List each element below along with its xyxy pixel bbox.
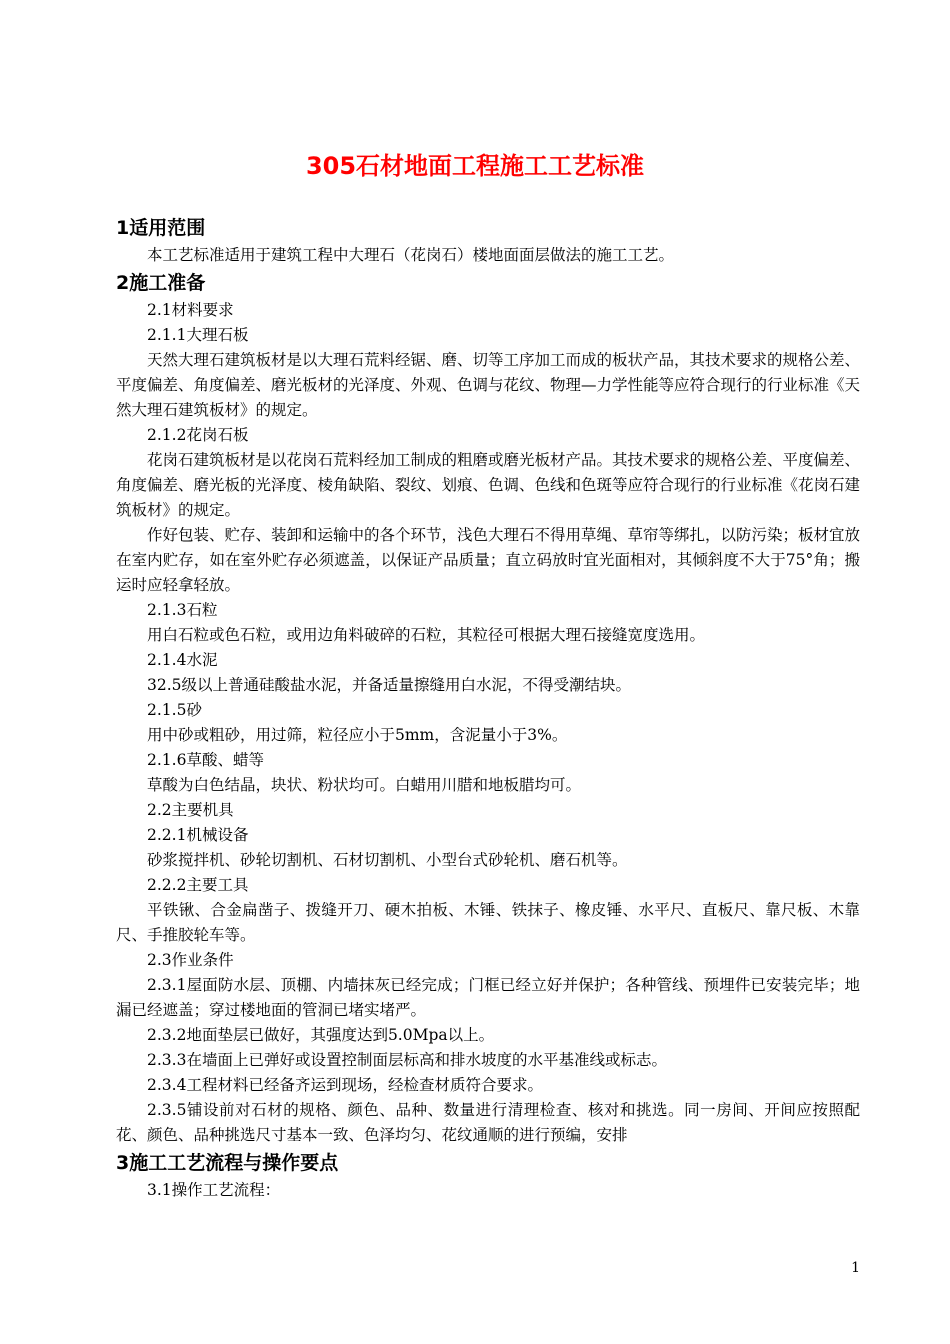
paragraph: 2.3.5铺设前对石材的规格、颜色、品种、数量进行清理检查、核对和挑选。同一房间、开间应按照配花、颜色、品种挑选尺寸基本一致、色泽均匀、花纹通顺的进行预编，安排 — [116, 1101, 860, 1144]
paragraph: 用中砂或粗砂，用过筛，粒径应小于5mm，含泥量小于3%。 — [147, 726, 568, 744]
paragraph: 草酸为白色结晶，块状、粉状均可。白蜡用川腊和地板腊均可。 — [147, 776, 582, 794]
paragraph: 平铁锹、合金扁凿子、拨缝开刀、硬木拍板、木锤、铁抹子、橡皮锤、水平尺、直板尺、靠尺板、木靠尺、手推胶轮车等。 — [116, 901, 860, 944]
paragraph: 2.1.4水泥 — [147, 651, 218, 669]
paragraph: 2.1材料要求 — [147, 301, 234, 319]
paragraph: 2.3.4工程材料已经备齐运到现场，经检查材质符合要求。 — [147, 1076, 543, 1094]
document-title: 305石材地面工程施工工艺标准 — [305, 152, 645, 180]
paragraph: 砂浆搅拌机、砂轮切割机、石材切割机、小型台式砂轮机、磨石机等。 — [147, 851, 628, 869]
paragraph: 2.3.1屋面防水层、顶棚、内墙抹灰已经完成；门框已经立好并保护；各种管线、预埋件已安装完毕；地漏已经遮盖；穿过楼地面的管洞已堵实堵严。 — [116, 976, 860, 1019]
paragraph: 3.1操作工艺流程： — [147, 1181, 281, 1199]
page-number: 1 — [851, 1260, 860, 1276]
paragraph: 2.1.3石粒 — [147, 601, 218, 619]
paragraph: 2.1.2花岗石板 — [147, 426, 249, 444]
paragraph: 本工艺标准适用于建筑工程中大理石（花岗石）楼地面面层做法的施工工艺。 — [147, 246, 675, 264]
paragraph: 2.2.1机械设备 — [147, 826, 249, 844]
paragraph: 天然大理石建筑板材是以大理石荒料经锯、磨、切等工序加工而成的板状产品，其技术要求的规格公差、平度偏差、角度偏差、磨光板材的光泽度、外观、色调与花纹、物理—力学性能等应符合现行的行业标准《天然大理石建筑板材》的规定。 — [116, 351, 861, 419]
paragraph: 2.1.1大理石板 — [147, 326, 249, 344]
document-body — [116, 213, 860, 1203]
paragraph: 作好包装、贮存、装卸和运输中的各个环节，浅色大理石不得用草绳、草帘等绑扎，以防污染；板材宜放在室内贮存，如在室外贮存必须遮盖，以保证产品质量；直立码放时宜光面相对，其倾斜度不大于75°角；搬运时应轻拿轻放。 — [116, 526, 861, 594]
paragraph: 2.3.3在墙面上已弹好或设置控制面层标高和排水坡度的水平基准线或标志。 — [147, 1051, 667, 1069]
paragraph: 2.1.5砂 — [147, 701, 202, 719]
paragraph: 用白石粒或色石粒，或用边角料破碎的石粒，其粒径可根据大理石接缝宽度选用。 — [147, 626, 706, 644]
paragraph: 花岗石建筑板材是以花岗石荒料经加工制成的粗磨或磨光板材产品。其技术要求的规格公差、平度偏差、角度偏差、磨光板的光泽度、棱角缺陷、裂纹、划痕、色调、色线和色斑等应符合现行的行业标准《花岗石建筑板材》的规定。 — [116, 451, 861, 519]
section-heading-2: 2施工准备 — [116, 272, 206, 294]
paragraph: 2.2主要机具 — [147, 801, 234, 819]
paragraph: 2.2.2主要工具 — [147, 876, 249, 894]
paragraph: 2.1.6草酸、蜡等 — [147, 751, 264, 769]
section-heading-3: 3施工工艺流程与操作要点 — [116, 1152, 339, 1174]
section-heading-1: 1适用范围 — [116, 217, 206, 239]
paragraph: 2.3.2地面垫层已做好，其强度达到5.0Mpa以上。 — [147, 1026, 495, 1044]
paragraph: 32.5级以上普通硅酸盐水泥，并备适量擦缝用白水泥，不得受潮结块。 — [147, 676, 632, 694]
paragraph: 2.3作业条件 — [147, 951, 234, 969]
